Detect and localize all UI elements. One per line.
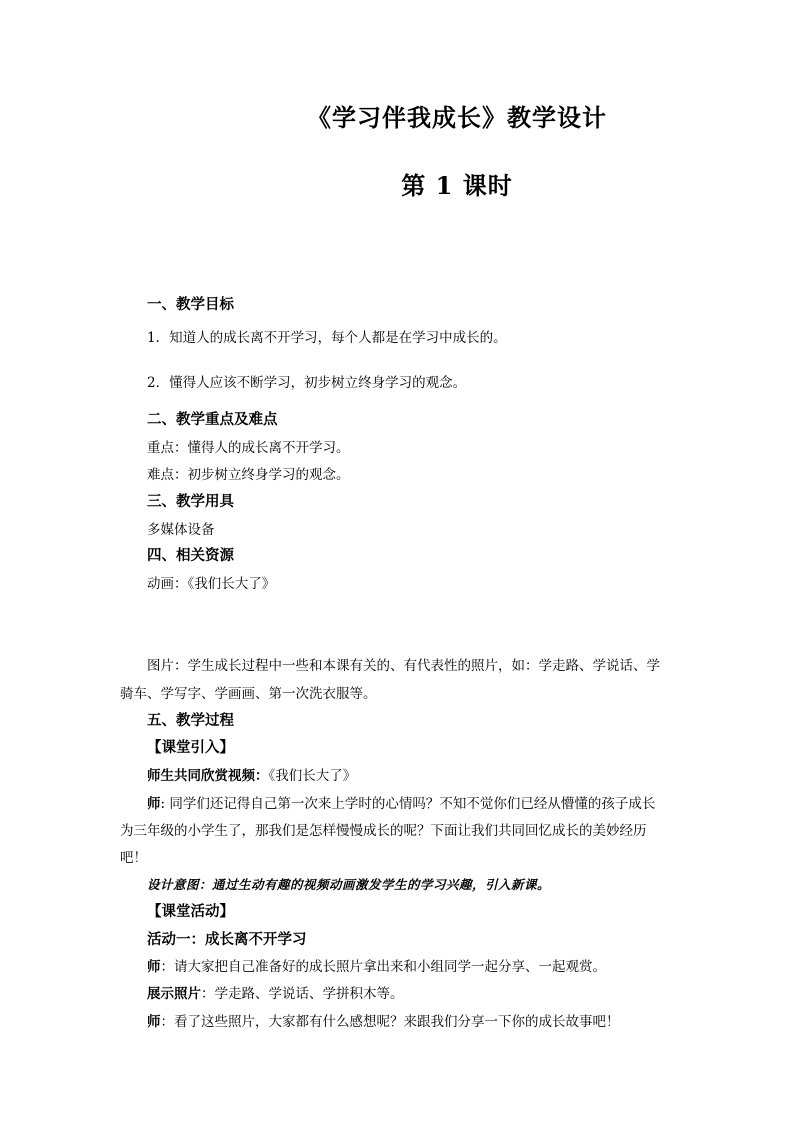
teacher-label-3: 师 bbox=[147, 1014, 161, 1030]
teacher-text-1: : 同学们还记得自己第一次来上学时的心情吗？不知不觉你们已经从懵懂的孩子成长 bbox=[160, 796, 656, 812]
section-heading-process: 五、教学过程 bbox=[147, 712, 234, 729]
resource-pictures-line-1: 图片：学生成长过程中一些和本课有关的、有代表性的照片，如：学走路、学说话、学 bbox=[147, 658, 660, 674]
video-title: 《我们长大了》 bbox=[268, 768, 357, 784]
difficulty-text: 难点：初步树立终身学习的观念。 bbox=[147, 467, 350, 483]
teacher-line-feelings bbox=[147, 1010, 620, 1030]
teacher-share-text: ：请大家把自己准备好的成长照片拿出来和小组同学一起分享、一起观赏。 bbox=[160, 959, 606, 975]
activity-tag: 【课堂活动】 bbox=[147, 903, 234, 920]
resource-animation: 动画：《我们长大了》 bbox=[147, 576, 276, 592]
show-photos-label: 展示照片 bbox=[147, 986, 201, 1002]
teacher-line-1 bbox=[147, 792, 655, 812]
section-heading-resources: 四、相关资源 bbox=[147, 547, 234, 564]
objective-item-2: 2．懂得人应该不断学习，初步树立终身学习的观念。 bbox=[147, 375, 467, 391]
tools-text: 多媒体设备 bbox=[147, 522, 215, 538]
section-heading-tools: 三、教学用具 bbox=[147, 493, 234, 510]
design-intent: 设计意图：通过生动有趣的视频动画激发学生的学习兴趣，引入新课。 bbox=[147, 877, 551, 892]
document-title: 《学习伴我成长》教学设计 bbox=[307, 103, 607, 132]
video-line bbox=[147, 764, 356, 784]
objective-item-1: 1．知道人的成长离不开学习，每个人都是在学习中成长的。 bbox=[147, 330, 507, 346]
show-photos-text: ：学走路、学说话、学拼积木等。 bbox=[201, 986, 404, 1002]
teacher-label-2: 师 bbox=[147, 959, 161, 975]
video-label: 师生共同欣赏视频： bbox=[147, 768, 269, 784]
teacher-label: 师 bbox=[147, 796, 161, 812]
section-heading-objectives: 一、教学目标 bbox=[147, 296, 234, 313]
activity-1-heading: 活动一：成长离不开学习 bbox=[147, 931, 307, 948]
show-photos-line bbox=[147, 982, 404, 1002]
key-point-text: 重点：懂得人的成长离不开学习。 bbox=[147, 440, 350, 456]
section-heading-key-points: 二、教学重点及难点 bbox=[147, 411, 278, 428]
resource-pictures-line-2: 骑车、学写字、学画画、第一次洗衣服等。 bbox=[120, 686, 377, 702]
teacher-feelings-text: ：看了这些照片，大家都有什么感想呢？来跟我们分享一下你的成长故事吧！ bbox=[160, 1014, 620, 1030]
teacher-line-3: 吧！ bbox=[120, 850, 147, 866]
teacher-line-2: 为三年级的小学生了，那我们是怎样慢慢成长的呢？下面让我们共同回忆成长的美妙经历 bbox=[120, 823, 647, 839]
teacher-line-share bbox=[147, 955, 606, 975]
lesson-subtitle: 第 1 课时 bbox=[401, 171, 513, 200]
intro-tag: 【课堂引入】 bbox=[147, 739, 234, 756]
